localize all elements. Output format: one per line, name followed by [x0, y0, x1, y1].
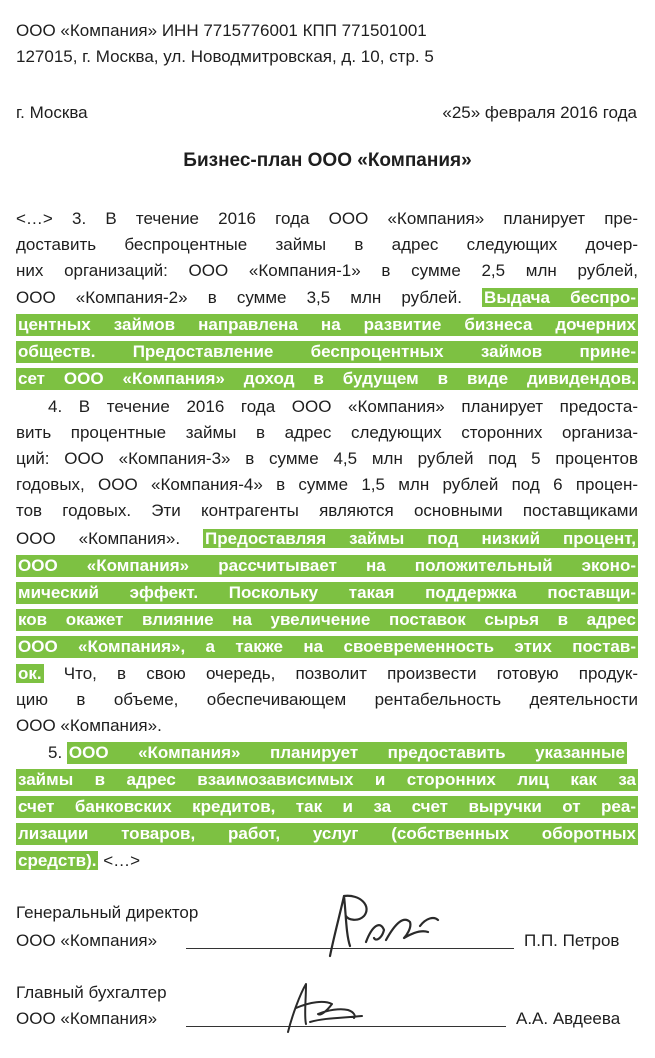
- highlighted-text: обществ. Предоставление беспроцентных займов прине-: [18, 342, 636, 361]
- highlighted-text: Выдача беспро-: [484, 288, 636, 307]
- highlighted-text: средств).: [18, 851, 97, 870]
- text-line: [16, 663, 638, 685]
- text-line: ООО «Компания».: [16, 716, 162, 735]
- accountant-role: Главный бухгалтер: [16, 983, 167, 1002]
- text-line: [16, 823, 638, 845]
- document-date: «25» февраля 2016 года: [442, 103, 637, 122]
- director-org: ООО «Компания»: [16, 931, 158, 950]
- text-line: них организаций: ООО «Компания-1» в сумме 2,5 млн рублей,: [16, 261, 638, 280]
- director-name: П.П. Петров: [524, 931, 620, 950]
- director-signature: [300, 886, 460, 966]
- text-line: [16, 636, 638, 658]
- text-line: ций: ООО «Компания-3» в сумме 4,5 млн рублей под 5 процентов: [16, 449, 638, 468]
- text-line: [16, 582, 638, 604]
- document-title: Бизнес-план ООО «Компания»: [183, 150, 472, 171]
- text-line: [16, 314, 638, 336]
- highlighted-text: мический эффект. Поскольку такая поддержка поставщи-: [18, 583, 636, 602]
- accountant-org: ООО «Компания»: [16, 1009, 158, 1028]
- text-line: <…> 3. В течение 2016 года ООО «Компания» планирует пре-: [16, 209, 638, 228]
- director-role: Генеральный директор: [16, 903, 199, 922]
- company-requisites: ООО «Компания» ИНН 7715776001 КПП 771501001: [16, 21, 427, 40]
- company-address: 127015, г. Москва, ул. Новодмитровская, д. 10, стр. 5: [16, 47, 434, 66]
- text-line: тов годовых. Эти контрагенты являются основными поставщиками: [16, 501, 638, 520]
- plain-text: ООО «Компания».: [16, 529, 181, 548]
- accountant-name: А.А. Авдеева: [516, 1009, 621, 1028]
- text-line: [48, 742, 627, 764]
- highlighted-text: Предоставляя займы под низкий процент,: [205, 529, 636, 548]
- text-line: годовых, ООО «Компания-4» в сумме 1,5 млн рублей под 6 процен-: [16, 475, 638, 494]
- highlighted-text: сет ООО «Компания» доход в будущем в виде дивидендов.: [18, 369, 636, 388]
- document-place: г. Москва: [16, 103, 88, 122]
- plain-text: <…>: [103, 851, 141, 870]
- highlighted-text: центных займов направлена на развитие бизнеса дочерних: [18, 315, 636, 334]
- text-line: вить процентные займы в адрес следующих сторонних организа-: [16, 423, 638, 442]
- text-line: [16, 555, 638, 577]
- text-line: [16, 609, 638, 631]
- highlighted-text: ООО «Компания» рассчитывает на положительный эконо-: [18, 556, 636, 575]
- text-line: [16, 769, 638, 791]
- text-line: [16, 850, 140, 872]
- highlighted-text: ООО «Компания», а также на своевременность этих постав-: [18, 637, 636, 656]
- highlighted-text: счет банковских кредитов, так и за счет выручки от реа-: [18, 797, 636, 816]
- plain-text: 5.: [48, 743, 63, 762]
- text-line: цию в объеме, обеспечивающем рентабельность деятельности: [16, 690, 638, 709]
- text-line: 4. В течение 2016 года ООО «Компания» планирует предоста-: [48, 397, 638, 416]
- highlighted-text: ООО «Компания» планирует предоставить указанные: [68, 743, 625, 762]
- highlighted-text: займы в адрес взаимозависимых и сторонних лиц как за: [18, 770, 636, 789]
- plain-text: Что, в свою очередь, позволит произвести готовую продук-: [63, 664, 638, 683]
- accountant-signature: [270, 972, 380, 1042]
- text-line: доставить беспроцентные займы в адрес следующих дочер-: [16, 235, 638, 254]
- text-line: [16, 368, 638, 390]
- highlighted-text: ок.: [18, 664, 42, 683]
- plain-text: ООО «Компания-2» в сумме 3,5 млн рублей.: [16, 288, 462, 307]
- text-line: [16, 528, 638, 550]
- text-line: [16, 287, 638, 309]
- text-line: [16, 796, 638, 818]
- text-line: [16, 341, 638, 363]
- highlighted-text: лизации товаров, работ, услуг (собственных оборотных: [18, 824, 636, 843]
- highlighted-text: ков окажет влияние на увеличение поставок сырья в адрес: [18, 610, 636, 629]
